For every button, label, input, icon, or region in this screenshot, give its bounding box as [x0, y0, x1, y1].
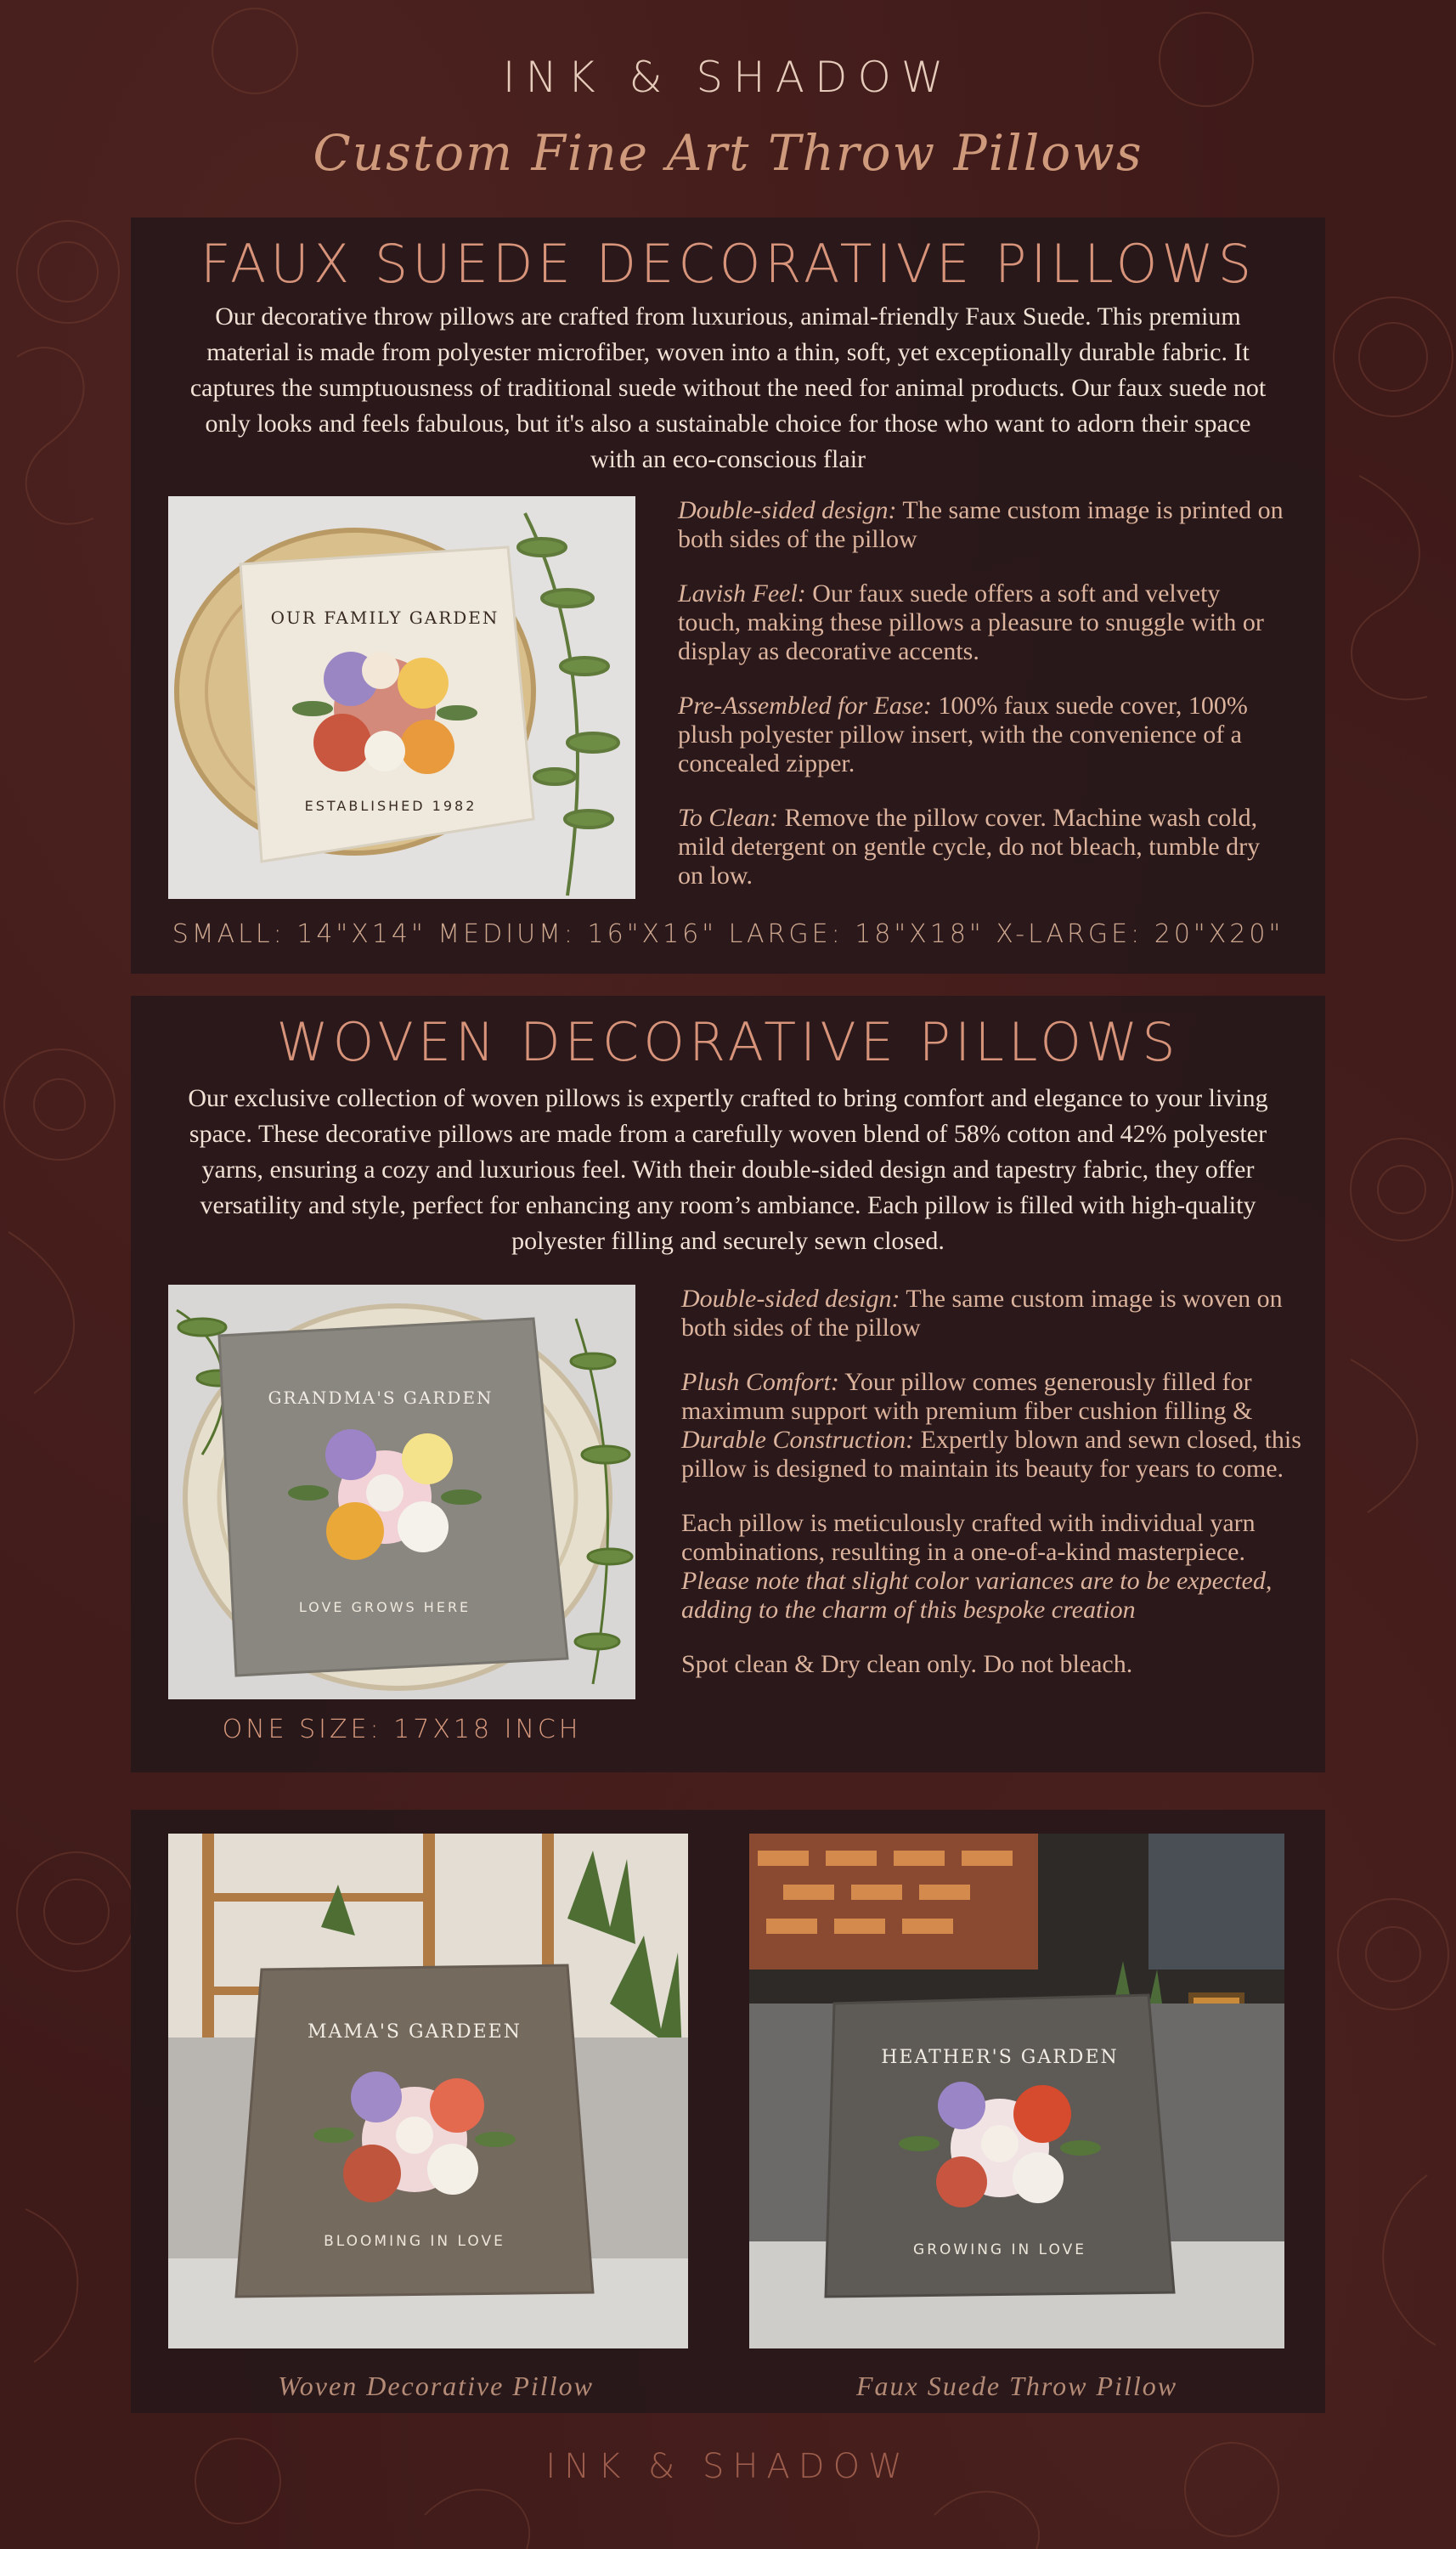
feature-pre-assembled: Pre-Assembled for Ease: 100% faux suede cover, 100% plush polyester pillow insert, with the convenience of a concealed zipper.	[678, 692, 1248, 777]
gallery-right-pillow-top-text: HEATHER'S GARDEN	[881, 2047, 1119, 2068]
woven-pillow-photo	[168, 1285, 635, 1699]
faux-suede-title: FAUX SUEDE DECORATIVE PILLOWS	[200, 233, 1256, 295]
gallery-left-pillow-bottom-text: BLOOMING IN LOVE	[324, 2233, 505, 2250]
faux-suede-pillow-bottom-text: ESTABLISHED 1982	[304, 798, 477, 814]
gallery-photo-woven	[168, 1834, 688, 2348]
woven-intro: Our exclusive collection of woven pillows is expertly crafted to bring comfort and elegance to your living space. These decorative pillows are made from a carefully woven blend of 58% cotton and 42% polyester yarns, ensuring a cozy and luxurious feel. With their double-sided design and tapestry fabric, they offer versatility and style, perfect for enhancing any room’s ambiance. Each pillow is filled with high-quality polyester filling and securely sewn closed.	[188, 1084, 1268, 1255]
faux-suede-pillow-photo	[168, 496, 635, 899]
woven-pillow-top-text: GRANDMA'S GARDEN	[268, 1388, 494, 1408]
brand-title: INK & SHADOW	[502, 53, 954, 102]
feature-double-sided: Double-sided design: The same custom image is printed on both sides of the pillow	[678, 496, 1284, 553]
faux-suede-sizes: SMALL: 14"X14" MEDIUM: 16"X16" LARGE: 18"X18" X-LARGE: 20"X20"	[172, 919, 1284, 949]
footer-brand: INK & SHADOW	[545, 2447, 911, 2486]
gallery-photo-faux-suede	[749, 1834, 1284, 2348]
woven-features	[681, 1285, 1310, 1704]
faux-suede-pillow-top-text: OUR FAMILY GARDEN	[270, 608, 499, 628]
woven-title: WOVEN DECORATIVE PILLOWS	[276, 1011, 1180, 1073]
woven-section	[131, 996, 1325, 1772]
gallery-right-pillow-bottom-text: GROWING IN LOVE	[913, 2241, 1086, 2258]
feature-care: Spot clean & Dry clean only. Do not bleach.	[681, 1650, 1133, 1678]
gallery-caption-woven: Woven Decorative Pillow	[278, 2371, 594, 2401]
feature-plush-comfort: Plush Comfort: Your pillow comes generously filled for maximum support with premium fiber cushion filling & Durable Construction: Expertly blown and sewn closed, this pillow is designed to maintain its beauty for years to come.	[681, 1368, 1301, 1483]
woven-pillow-bottom-text: LOVE GROWS HERE	[298, 1599, 471, 1615]
feature-craftsmanship: Each pillow is meticulously crafted with individual yarn combinations, resulting in a one-of-a-kind masterpiece. Please note that slight color variances are to be expected, adding to the charm of this bespoke creation	[681, 1509, 1273, 1624]
gallery-left-pillow-top-text: MAMA'S GARDEEN	[308, 2021, 522, 2043]
feature-double-sided-woven: Double-sided design: The same custom image is woven on both sides of the pillow	[681, 1285, 1283, 1342]
faux-suede-section	[131, 218, 1325, 974]
feature-lavish-feel: Lavish Feel: Our faux suede offers a soft and velvety touch, making these pillows a pleasure to snuggle with or display as decorative accents.	[678, 579, 1264, 665]
gallery-caption-faux-suede: Faux Suede Throw Pillow	[855, 2371, 1178, 2401]
woven-size: ONE SIZE: 17X18 INCH	[222, 1715, 582, 1744]
faux-suede-intro: Our decorative throw pillows are crafted from luxurious, animal-friendly Faux Suede. This premium material is made from polyester microfiber, woven into a thin, soft, yet exceptionally durable fabric. It captures the sumptuousness of traditional suede without the need for animal products. Our faux suede not only looks and feels fabulous, but it's also a sustainable choice for those who want to adorn their space with an eco-conscious flair	[189, 302, 1267, 473]
faux-suede-features	[678, 496, 1290, 916]
gallery-section	[131, 1810, 1325, 2413]
feature-to-clean: To Clean: Remove the pillow cover. Machine wash cold, mild detergent on gentle cycle, do not bleach, tumble dry on low.	[678, 804, 1261, 890]
brand-tagline: Custom Fine Art Throw Pillows	[313, 124, 1143, 182]
